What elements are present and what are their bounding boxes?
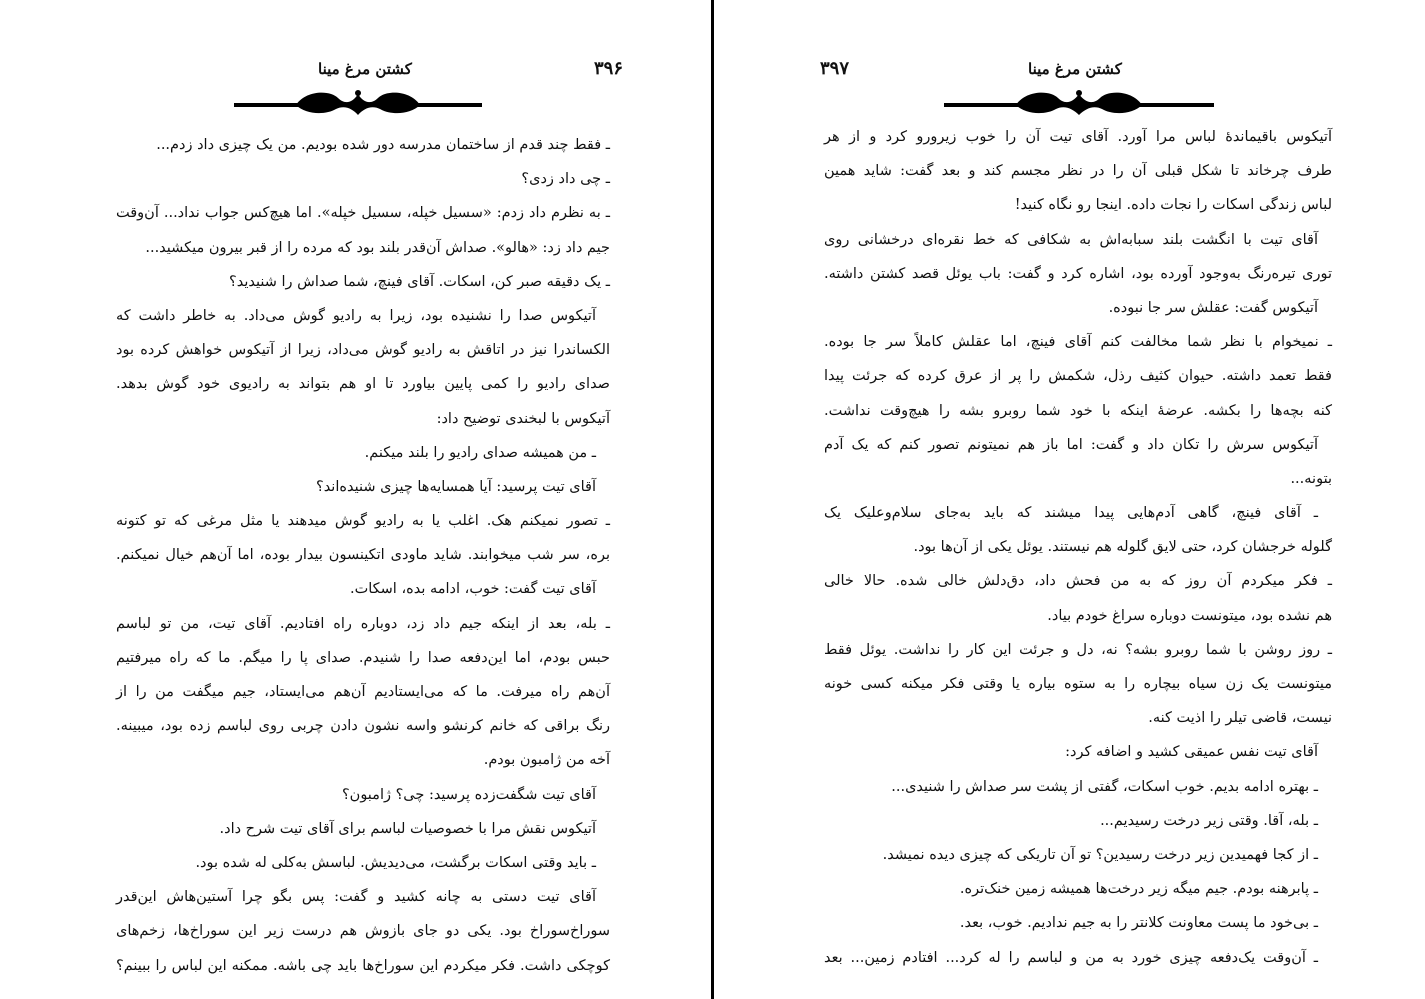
text-line: میتونست یک زن سیاه بیچاره را به ستوه بیاره یا وقتی فکر میکنه کسی خونه <box>824 676 1332 692</box>
text-line: آن‌هم راه میرفت. ما که می‌ایستادیم آن‌هم می‌ایستاد، جیم میگفت من را از <box>116 684 610 700</box>
text-line: طرف چرخاند تا شکل قبلی آن را در نظر مجسم کند و بعد گفت: شاید همین <box>824 163 1332 180</box>
text-line: بره، سر شب میخوابند. شاید ماودی اتکینسون بیدار بوده، اما آن‌هم خیال نمیکنم. <box>116 547 610 564</box>
text-line: کوچکی داشت. فکر میکردم این سوراخ‌ها باید چی باشه. ممکنه این لباس را ببینم؟ <box>116 957 610 974</box>
text-line: حبس بودم، اما این‌دفعه صدا را شنیدم. صدای پا را میگم. ما که راه میرفتیم <box>116 649 610 666</box>
header-ornament <box>234 84 482 118</box>
text-line: جیم داد زد: «هالو». صداش آن‌قدر بلند بود که مرده را از قبر بیرون میکشید... <box>145 239 610 256</box>
text-line: لباس زندگی اسکات را نجات داده. اینجا رو نگاه کنید! <box>1014 197 1332 214</box>
running-title: کشتن مرغ مینا <box>1028 60 1122 78</box>
text-line: ـ بهتره ادامه بدیم. خوب اسکات، گفتی از پشت سر صداش را شنیدی... <box>891 778 1318 795</box>
text-line: ـ یک دقیقه صبر کن، اسکات. آقای فینچ، شما صداش را شنیدید؟ <box>229 273 610 290</box>
header-ornament <box>944 84 1214 118</box>
page-number: ۳۹۶ <box>594 58 624 79</box>
text-line: آتیکوس سرش را تکان داد و گفت: اما باز هم نمیتونم تصور کنم که یک آدم <box>824 436 1318 453</box>
text-line: رنگ براقی که خانم کرنشو واسه نشون دادن چربی روی لباسم زده بود، میبینه. <box>116 718 610 735</box>
left-page-body <box>116 128 610 983</box>
text-line: ـ از کجا فهمیدین زیر درخت رسیدین؟ تو آن تاریکی که چیزی دیده نمیشد. <box>882 846 1318 863</box>
text-line: ـ پابرهنه بودم. جیم میگه زیر درخت‌ها همیشه زمین خنک‌تره. <box>959 881 1318 898</box>
text-line: کنه بچه‌ها را بکشه. عرضهٔ اینکه با خود شما روبرو بشه را هیچ‌وقت نداشت. <box>824 402 1332 419</box>
text-line: بتونه... <box>1290 470 1332 487</box>
right-page <box>714 0 1425 999</box>
text-line: ـ به نظرم داد زدم: «سسیل خپله، سسیل خپله». اما هیچ‌کس جواب نداد... آن‌وقت <box>116 205 610 222</box>
text-line: ـ نمیخوام با نظر شما مخالفت کنم آقای فینچ، اما عقلش کاملاً سر جا بوده. <box>824 334 1332 351</box>
text-line: آقای تیت گفت: خوب، ادامه بده، اسکات. <box>349 581 596 598</box>
text-line: ـ بله، آقا. وقتی زیر درخت رسیدیم... <box>1100 812 1318 829</box>
text-line: ـ بله، بعد از اینکه جیم داد زد، دوباره راه افتادیم. آقای تیت، من تو لباسم <box>116 615 610 632</box>
text-line: ـ تصور نمیکنم هک. اغلب یا به رادیو گوش میدهند یا مثل مرغی که تو کتونه <box>116 513 610 530</box>
text-line: ـ روز روشن با شما روبرو بشه؟ نه، دل و جرئت این کار را نداشت. یوئل فقط <box>824 641 1332 658</box>
text-line: ـ فکر میکردم آن روز که به من فحش داد، دق‌دلش خالی شده. حالا خالی <box>824 573 1332 590</box>
text-line: ـ باید وقتی اسکات برگشت، می‌دیدیش. لباسش به‌کلی له شده بود. <box>195 854 596 871</box>
text-line: ـ چی داد زدی؟ <box>521 171 610 188</box>
text-line: آقای تیت دستی به چانه کشید و گفت: پس بگو چرا آستین‌هاش این‌قدر <box>116 889 596 906</box>
text-line: آتیکوس باقیماندهٔ لباس مرا آورد. آقای تیت آن را خوب زیرورو کرد و از هر <box>824 129 1332 145</box>
text-line: آخه من ژامبون بودم. <box>483 752 610 769</box>
text-line: آتیکوس گفت: عقلش سر جا نبوده. <box>1108 299 1318 316</box>
page-number: ۳۹۷ <box>820 58 850 79</box>
text-line: ـ بی‌خود ما پست معاونت کلانتر را به جیم ندادیم. خوب، بعد. <box>959 915 1318 932</box>
running-title: کشتن مرغ مینا <box>318 60 412 78</box>
text-line: هم نشده بود، میتونست دوباره سراغ خودم بیاد. <box>1047 607 1332 624</box>
right-page-body <box>824 120 1332 975</box>
text-line: ـ آقای فینچ، گاهی آدم‌هایی پیدا میشند که باید به‌جای سلام‌وعلیک یک <box>824 505 1318 522</box>
text-line: نیست، قاضی تیلر را اذیت کنه. <box>1148 710 1332 727</box>
text-line: آتیکوس با لبخندی توضیح داد: <box>436 410 610 427</box>
text-line: ـ آن‌وقت یک‌دفعه چیزی خورد به من و لباسم را له کرد... افتادم زمین... بعد <box>824 949 1318 966</box>
text-line: سوراخ‌سوراخ بود. یکی دو جای بازوش هم درست زیر این سوراخ‌ها، زخم‌های <box>116 923 610 940</box>
text-line: ـ فقط چند قدم از ساختمان مدرسه دور شده بودیم. من یک چیزی داد زدم... <box>156 137 610 153</box>
text-line: آقای تیت نفس عمیقی کشید و اضافه کرد: <box>1065 744 1318 761</box>
text-line: فقط تعمد داشته. حیوان کثیف رذل، شکمش را پر از عرق کرده که جرئت پیدا <box>824 368 1332 385</box>
text-line: آقای تیت با انگشت بلند سبابه‌اش به شکافی که خط نقره‌ای درخشانی روی <box>824 231 1318 248</box>
text-line: الکساندرا نیز در اتاقش به رادیو گوش می‌داد، زیرا از آتیکوس خواهش کرده بود <box>116 342 610 359</box>
text-line: آتیکوس نقش مرا با خصوصیات لباسم برای آقای تیت شرح داد. <box>219 820 596 837</box>
text-line: صدای رادیو را کمی پایین بیاورد تا او هم بتواند به رادیوی خود گوش بدهد. <box>116 376 610 393</box>
text-line: آقای تیت شگفت‌زده پرسید: چی؟ ژامبون؟ <box>341 786 596 803</box>
text-line: گلوله خرجشان کرد، حتی لایق گلوله هم نیستند. یوئل یکی از آن‌ها بود. <box>913 539 1332 556</box>
text-line: توری تیره‌رنگ به‌وجود آورده بود، اشاره کرد و گفت: باب یوئل قصد کشتن داشته. <box>824 265 1332 282</box>
text-line: ـ من همیشه صدای رادیو را بلند میکنم. <box>364 444 596 461</box>
text-line: آقای تیت پرسید: آیا همسایه‌ها چیزی شنیده‌اند؟ <box>316 478 596 495</box>
left-page <box>0 0 712 999</box>
text-line: آتیکوس صدا را نشنیده بود، زیرا به رادیو گوش می‌داد. به خاطر داشت که <box>116 307 596 324</box>
